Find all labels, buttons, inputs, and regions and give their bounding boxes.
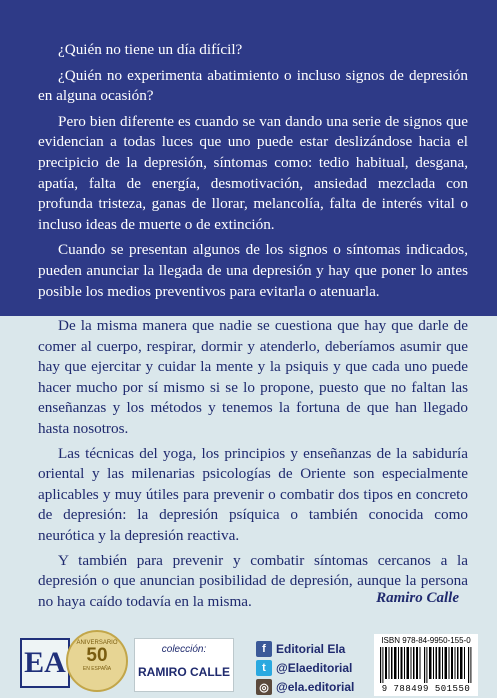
publisher-logo: EA — [20, 638, 70, 688]
anniversary-medal — [66, 630, 128, 692]
instagram-handle: @ela.editorial — [276, 680, 355, 694]
footer — [0, 630, 497, 698]
medal-top-text: ANIVERSARIO — [76, 640, 118, 646]
collection-box — [134, 638, 234, 692]
twitter-handle: @Elaeditorial — [276, 661, 353, 675]
social-instagram[interactable] — [256, 678, 354, 696]
blue-panel-text — [38, 40, 468, 307]
blue-text-panel — [0, 0, 497, 316]
paragraph: Cuando se presentan algunos de los signos o síntomas indicados, pueden anunciar la llegada de una depresión y hay que poner lo antes posible los medios preventivos para evitarla o atenuarla. — [38, 241, 468, 300]
light-panel-text — [38, 316, 468, 616]
isbn-text: ISBN 978-84-9950-155-0 — [381, 636, 471, 645]
social-facebook[interactable] — [256, 640, 354, 658]
paragraph: Pero bien diferente es cuando se van dando una serie de signos que evidencian a todas luces que uno puede estar deslizándose hacia el precipicio de la depresión, síntomas como: tedio habitual, desgana, apatía, falta de energía, desmotivación, ansiedad mezclada con profunda tristeza, ganas de llorar, melancolía, falta de interés vital o incluso ideas de muerte o de extinción. — [38, 112, 468, 233]
paragraph: De la misma manera que nadie se cuestiona que hay que darle de comer al cuerpo, respirar, dormir y atenderlo, deberíamos asumir que hay que ejercitar y cuidar la mente y la psiquis y que cada uno puede hacer mucho por sí mismo si se lo propone, puesto que no faltan las enseñanzas y los métodos y tenemos la fortuna de que han llegado hasta nosotros. — [38, 317, 468, 437]
barcode-box — [374, 634, 478, 696]
barcode-icon — [380, 647, 472, 683]
author-name: Ramiro Calle — [376, 590, 459, 606]
light-text-panel — [0, 316, 497, 698]
collection-label: colección: — [161, 644, 207, 655]
facebook-handle: Editorial Ela — [276, 642, 346, 656]
instagram-icon: ◎ — [256, 679, 272, 695]
facebook-icon: f — [256, 641, 272, 657]
twitter-icon: t — [256, 660, 272, 676]
social-twitter[interactable] — [256, 659, 354, 677]
social-links — [256, 640, 354, 697]
collection-name: RAMIRO CALLE — [138, 665, 230, 679]
medal-number: 50 — [86, 645, 108, 666]
medal-bottom-text: EN ESPAÑA — [82, 666, 112, 672]
paragraph: Las técnicas del yoga, los principios y enseñanzas de la sabiduría oriental y las milenarias psicologías de Oriente son especialmente aplicables y muy útiles para prevenir o combatir dos tipos en concreto de depresión: la depresión psíquica o también conocida como neurótica y la depresión reactiva. — [38, 444, 468, 544]
paragraph: ¿Quién no experimenta abatimiento o incluso signos de depresión en alguna ocasión? — [38, 66, 468, 105]
paragraph: Y también para prevenir y combatir síntomas cercanos a la depresión o que anuncian posibilidad de depresión, aunque la persona no haya caído todavía en la misma. — [38, 551, 468, 610]
paragraph: ¿Quién no tiene un día difícil? — [58, 41, 243, 58]
barcode-digits: 9 788499 501550 — [381, 684, 471, 694]
